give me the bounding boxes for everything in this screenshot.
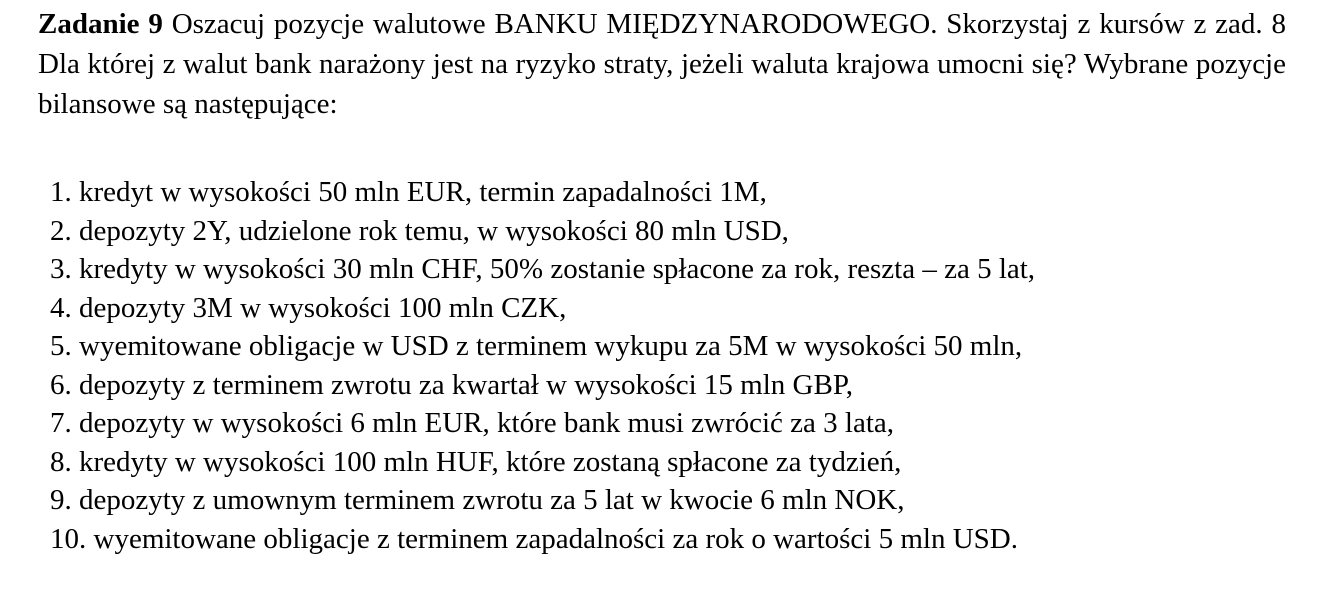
list-item: 6. depozyty z terminem zwrotu za kwartał w wysokości 15 mln GBP, — [50, 368, 853, 401]
task-label: Zadanie 9 — [38, 8, 163, 40]
list-item: 10. wyemitowane obligacje z terminem zapadalności za rok o wartości 5 mln USD. — [50, 522, 1018, 555]
list-item: 1. kredyt w wysokości 50 mln EUR, termin zapadalności 1M, — [50, 176, 767, 208]
list-item: 2. depozyty 2Y, udzielone rok temu, w wysokości 80 mln USD, — [50, 214, 789, 247]
list-item: 5. wyemitowane obligacje w USD z terminem wykupu za 5M w wysokości 50 mln, — [50, 330, 1023, 362]
list-item: 7. depozyty w wysokości 6 mln EUR, które bank musi zwrócić za 3 lata, — [50, 407, 895, 439]
list-item: 9. depozyty z umownym terminem zwrotu za 5 lat w kwocie 6 mln NOK, — [50, 484, 905, 516]
task-text: Oszacuj pozycje walutowe BANKU MIĘDZYNARODOWEGO. Skorzystaj z kursów z zad. 8 Dla której z walut bank narażony jest na ryzyko straty, jeżeli waluta krajowa umocni się? Wybrane pozycje bilansowe są następujące: — [38, 8, 1286, 120]
list-item: 4. depozyty 3M w wysokości 100 mln CZK, — [50, 291, 567, 324]
balance-items-list — [50, 173, 1240, 558]
list-item: 8. kredyty w wysokości 100 mln HUF, które zostaną spłacone za tydzień, — [50, 445, 902, 478]
list-item: 3. kredyty w wysokości 30 mln CHF, 50% zostanie spłacone za rok, reszta – za 5 lat, — [50, 253, 1036, 285]
document-page — [38, 4, 1286, 124]
task-intro — [38, 4, 1286, 124]
